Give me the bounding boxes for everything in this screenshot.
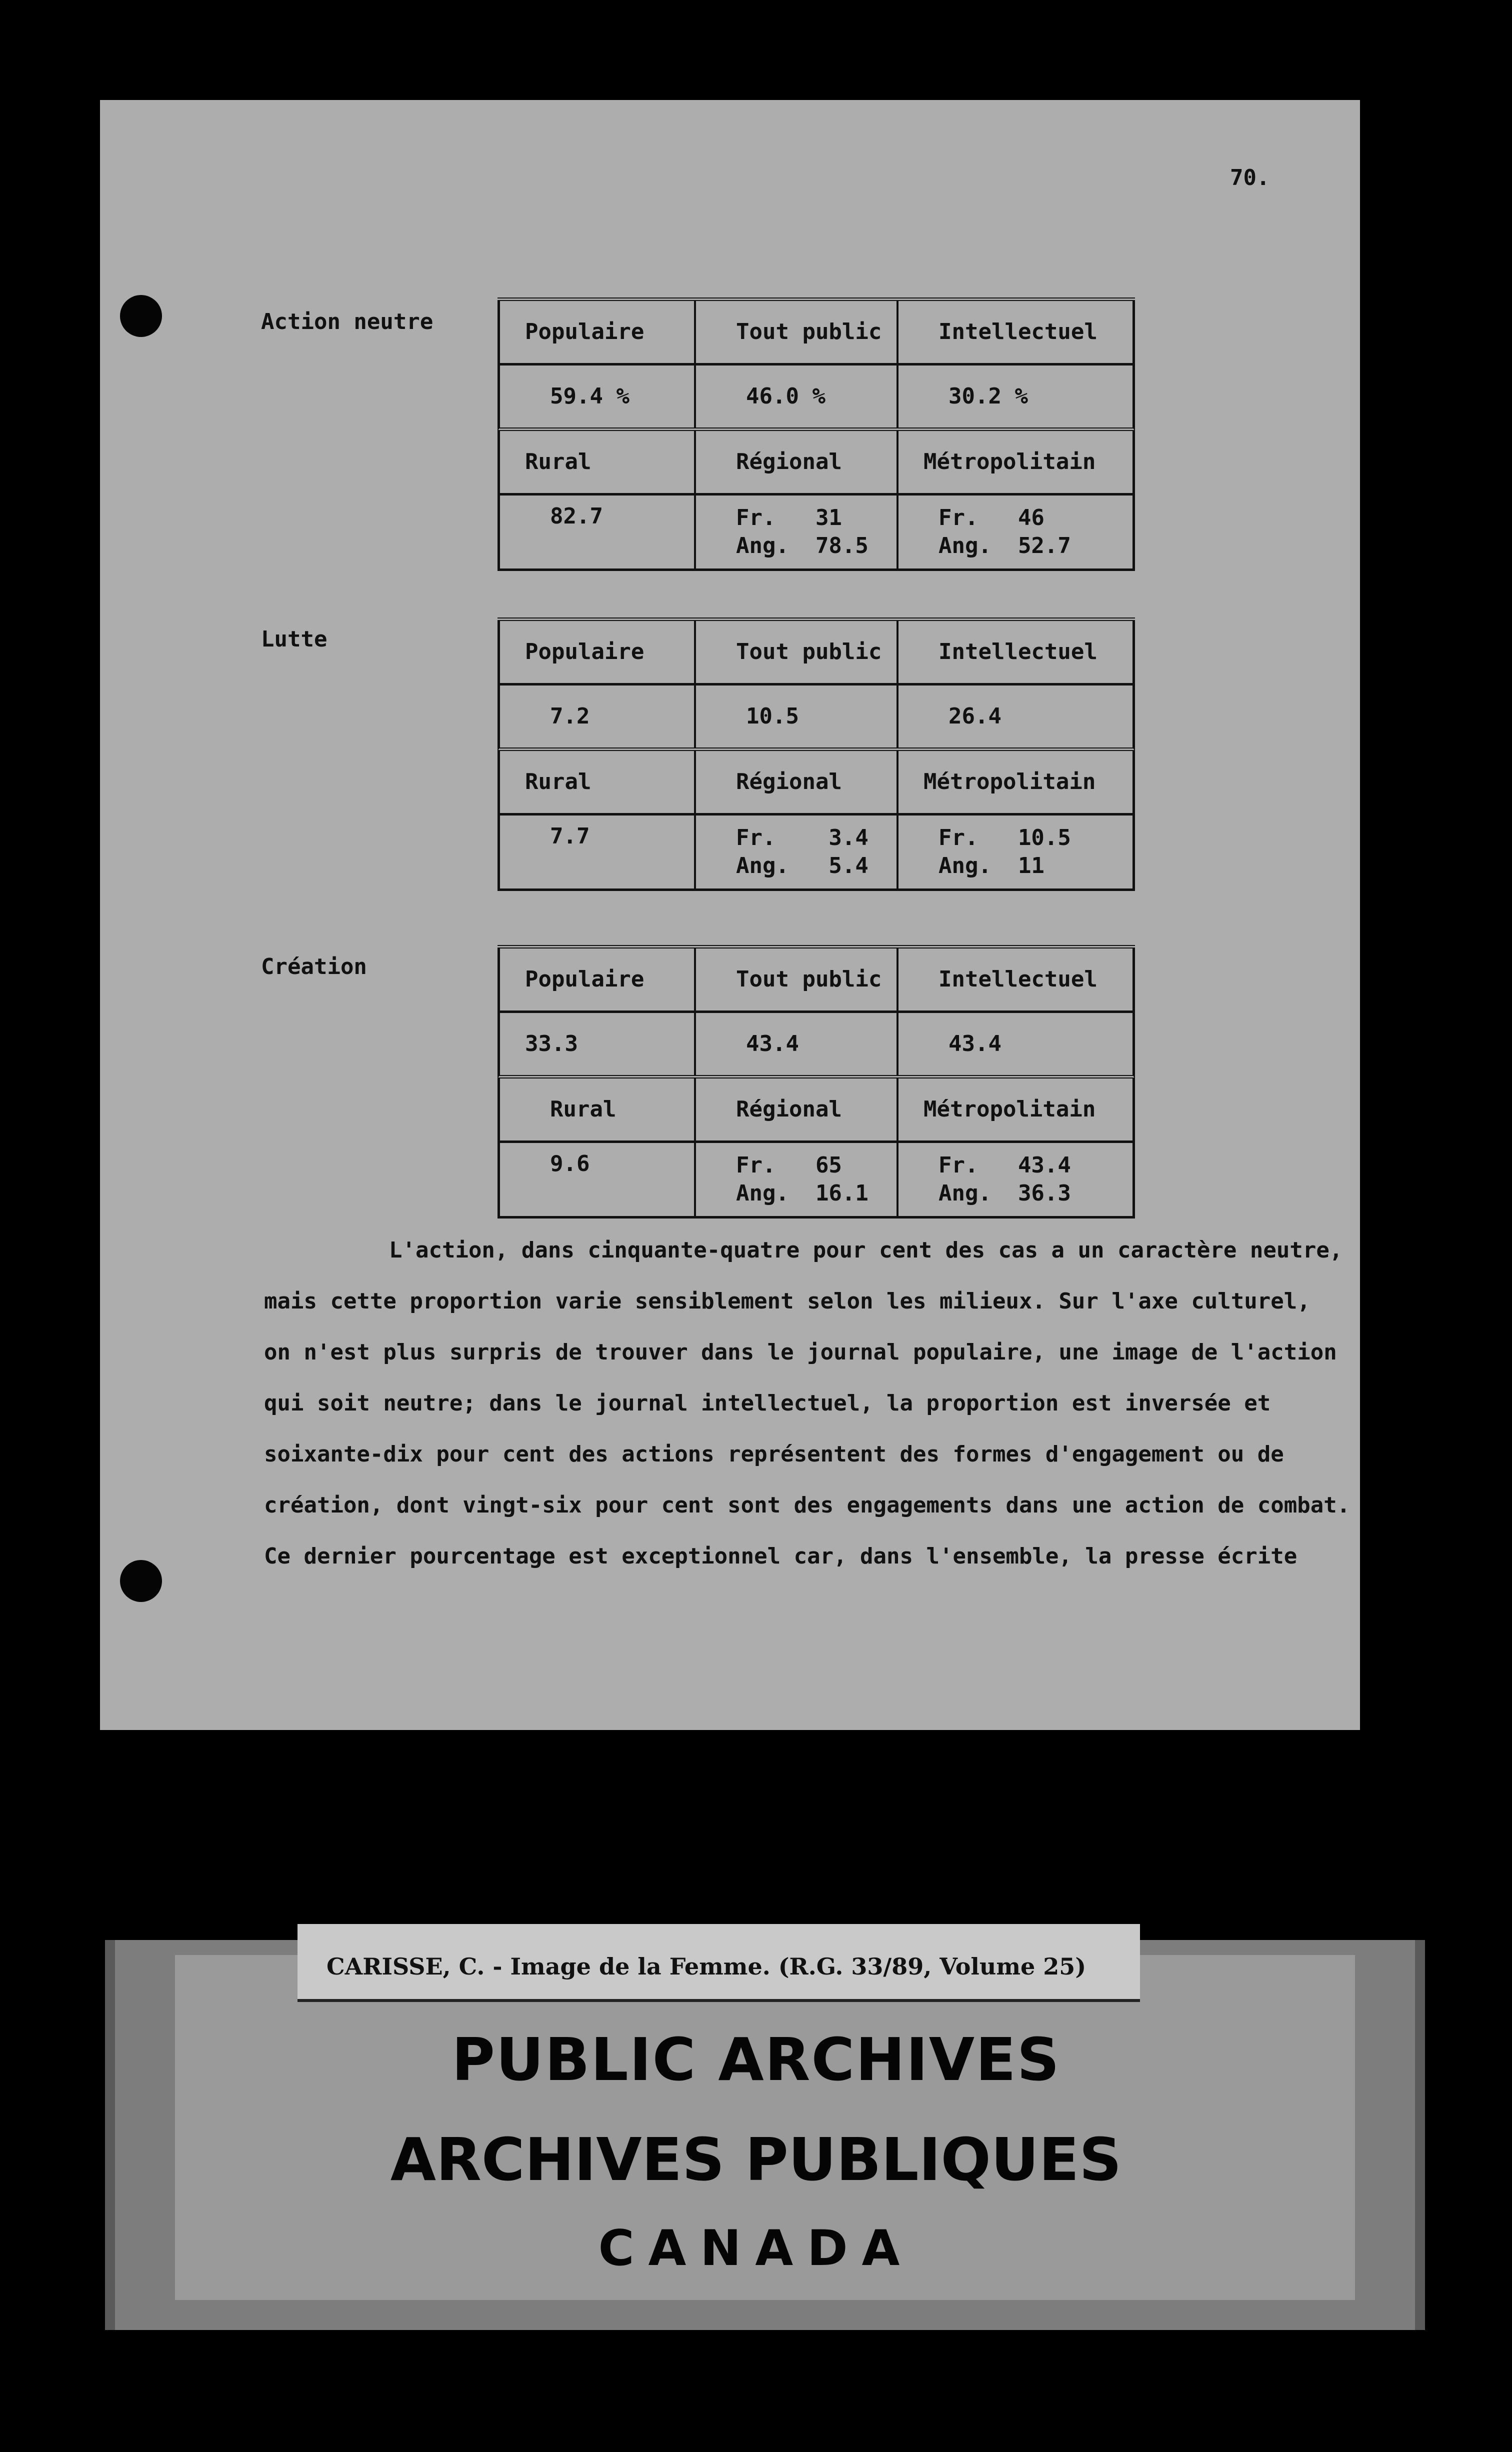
table-cell: 33.3 bbox=[500, 1013, 696, 1075]
archive-country: CANADA bbox=[598, 2220, 914, 2277]
paragraph-line: on n'est plus surpris de trouver dans le journal populaire, une image de l'action bbox=[264, 1340, 1337, 1365]
table-cell: Rural bbox=[500, 1078, 696, 1140]
table-cell: 7.2 bbox=[500, 686, 696, 748]
table-row bbox=[498, 1013, 1135, 1078]
body-paragraph bbox=[264, 1238, 1350, 1594]
table-cell: Intellectuel bbox=[938, 319, 1098, 344]
section-label: Lutte bbox=[261, 626, 328, 652]
table-cell: 10.5 bbox=[696, 686, 898, 748]
table-cell: 59.4 % bbox=[500, 366, 696, 428]
table-cell: Fr. 3.4 Ang. 5.4 bbox=[696, 816, 898, 888]
archive-title-en: PUBLIC ARCHIVES bbox=[452, 2025, 1060, 2094]
page-number: 70. bbox=[1230, 165, 1270, 190]
table-cell: Tout public bbox=[696, 621, 898, 683]
paragraph-line: qui soit neutre; dans le journal intellectuel, la proportion est inversée et bbox=[264, 1390, 1271, 1416]
table-header-row bbox=[498, 751, 1135, 816]
table-row bbox=[498, 496, 1135, 571]
archive-reference-slip bbox=[298, 1924, 1140, 2002]
table-cell: 43.4 bbox=[948, 1031, 1002, 1056]
table-cell: Fr. 65 Ang. 16.1 bbox=[696, 1143, 898, 1216]
table-cell: Régional bbox=[696, 431, 898, 493]
table-cell: Fr. 43.4 Ang. 36.3 bbox=[938, 1152, 1071, 1206]
table-row bbox=[498, 366, 1135, 431]
section-table bbox=[498, 618, 1135, 891]
table-cell: Régional bbox=[696, 1078, 898, 1140]
table-cell: Intellectuel bbox=[938, 966, 1098, 992]
document-page bbox=[100, 100, 1360, 1730]
table-header-row bbox=[498, 301, 1135, 366]
table-header-row bbox=[498, 431, 1135, 496]
section-table bbox=[498, 298, 1135, 571]
table-row bbox=[498, 1143, 1135, 1218]
paragraph-line: L'action, dans cinquante-quatre pour cent des cas a un caractère neutre, bbox=[389, 1238, 1343, 1263]
table-cell: Tout public bbox=[696, 948, 898, 1010]
paragraph-line: mais cette proportion varie sensiblement selon les milieux. Sur l'axe culturel, bbox=[264, 1288, 1310, 1314]
paragraph-line: soixante-dix pour cent des actions représentent des formes d'engagement ou de bbox=[264, 1442, 1284, 1467]
table-cell: Régional bbox=[696, 751, 898, 813]
table-cell: Intellectuel bbox=[938, 639, 1098, 664]
punch-hole-top bbox=[120, 295, 162, 337]
table-cell: 7.7 bbox=[500, 816, 696, 888]
table-cell: 30.2 % bbox=[948, 384, 1028, 409]
table-row bbox=[498, 686, 1135, 751]
table-cell: Tout public bbox=[696, 301, 898, 363]
table-cell: Rural bbox=[500, 751, 696, 813]
table-cell: 82.7 bbox=[500, 496, 696, 568]
archive-reference: CARISSE, C. - Image de la Femme. (R.G. 33/89, Volume 25) bbox=[326, 1953, 1086, 1980]
table-cell: Fr. 46 Ang. 52.7 bbox=[938, 505, 1071, 558]
table-cell: Populaire bbox=[500, 948, 696, 1010]
table-cell: 26.4 bbox=[948, 704, 1002, 729]
table-cell: Populaire bbox=[500, 621, 696, 683]
table-cell: Métropolitain bbox=[924, 449, 1096, 474]
paragraph-line: Ce dernier pourcentage est exceptionnel car, dans l'ensemble, la presse écrite bbox=[264, 1544, 1298, 1569]
table-cell: Populaire bbox=[500, 301, 696, 363]
archive-title-fr: ARCHIVES PUBLIQUES bbox=[390, 2125, 1122, 2194]
table-row bbox=[498, 816, 1135, 891]
table-cell: Fr. 31 Ang. 78.5 bbox=[696, 496, 898, 568]
table-header-row bbox=[498, 1078, 1135, 1143]
table-cell: 9.6 bbox=[500, 1143, 696, 1216]
table-cell: Fr. 10.5 Ang. 11 bbox=[938, 825, 1071, 878]
table-cell: Métropolitain bbox=[924, 1096, 1096, 1122]
table-header-row bbox=[498, 948, 1135, 1013]
table-cell: Métropolitain bbox=[924, 769, 1096, 794]
punch-hole-bottom bbox=[120, 1560, 162, 1602]
section-label: Création bbox=[261, 954, 367, 980]
paragraph-line: création, dont vingt-six pour cent sont des engagements dans une action de combat. bbox=[264, 1492, 1350, 1518]
table-cell: Rural bbox=[500, 431, 696, 493]
section-table bbox=[498, 945, 1135, 1218]
table-header-row bbox=[498, 621, 1135, 686]
section-label: Action neutre bbox=[261, 309, 434, 334]
table-cell: 46.0 % bbox=[696, 366, 898, 428]
table-cell: 43.4 bbox=[696, 1013, 898, 1075]
